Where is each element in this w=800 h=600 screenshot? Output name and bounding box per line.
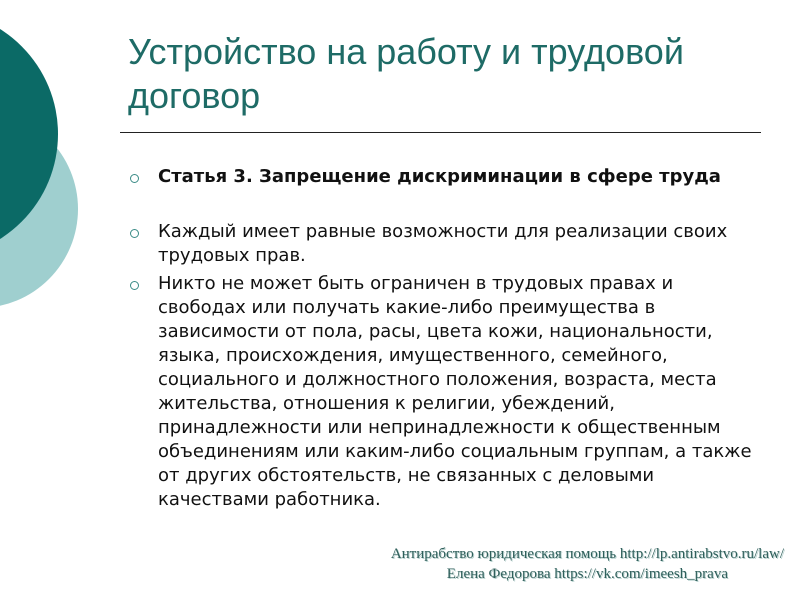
bullet-list: [130, 165, 760, 512]
bullet-text: Статья 3. Запрещение дискриминации в сфере труда: [158, 166, 721, 187]
bullet-text: Каждый имеет равные возможности для реализации своих трудовых прав.: [158, 221, 728, 266]
bullet-article-heading: [130, 165, 760, 189]
watermark-line-1: Антирабство юридическая помощь http://lp.antirabstvo.ru/law/: [390, 546, 784, 562]
slide-title-line-1: Устройство на работу и трудовой: [128, 31, 684, 72]
slide-title-line-2: договор: [128, 75, 261, 116]
bullet-text: Никто не может быть ограничен в трудовых правах и свободах или получать какие-либо преимущества в зависимости от пола, расы, цвета кожи, национальности, языка, происхождения, имущественного, семейного, социального и должностного положения, возраста, места жительства, отношения к религии, убеждений, принадлежности или непринадлежности к общественным объединениям или каким-либо социальным группам, а также от других обстоятельств, не связанных с деловыми качествами работника.: [158, 273, 752, 510]
watermark: [391, 544, 784, 584]
bullet-circle-icon: [130, 174, 139, 183]
bullet-circle-icon: [130, 229, 139, 238]
bullet-circle-icon: [130, 281, 139, 290]
bullet-no-discrimination: [130, 272, 760, 512]
watermark-line-2: Елена Федорова https://vk.com/imeesh_prava: [446, 566, 728, 582]
title-divider: [120, 132, 761, 133]
slide-title: [128, 30, 768, 118]
bullet-equal-opportunities: [130, 220, 760, 268]
